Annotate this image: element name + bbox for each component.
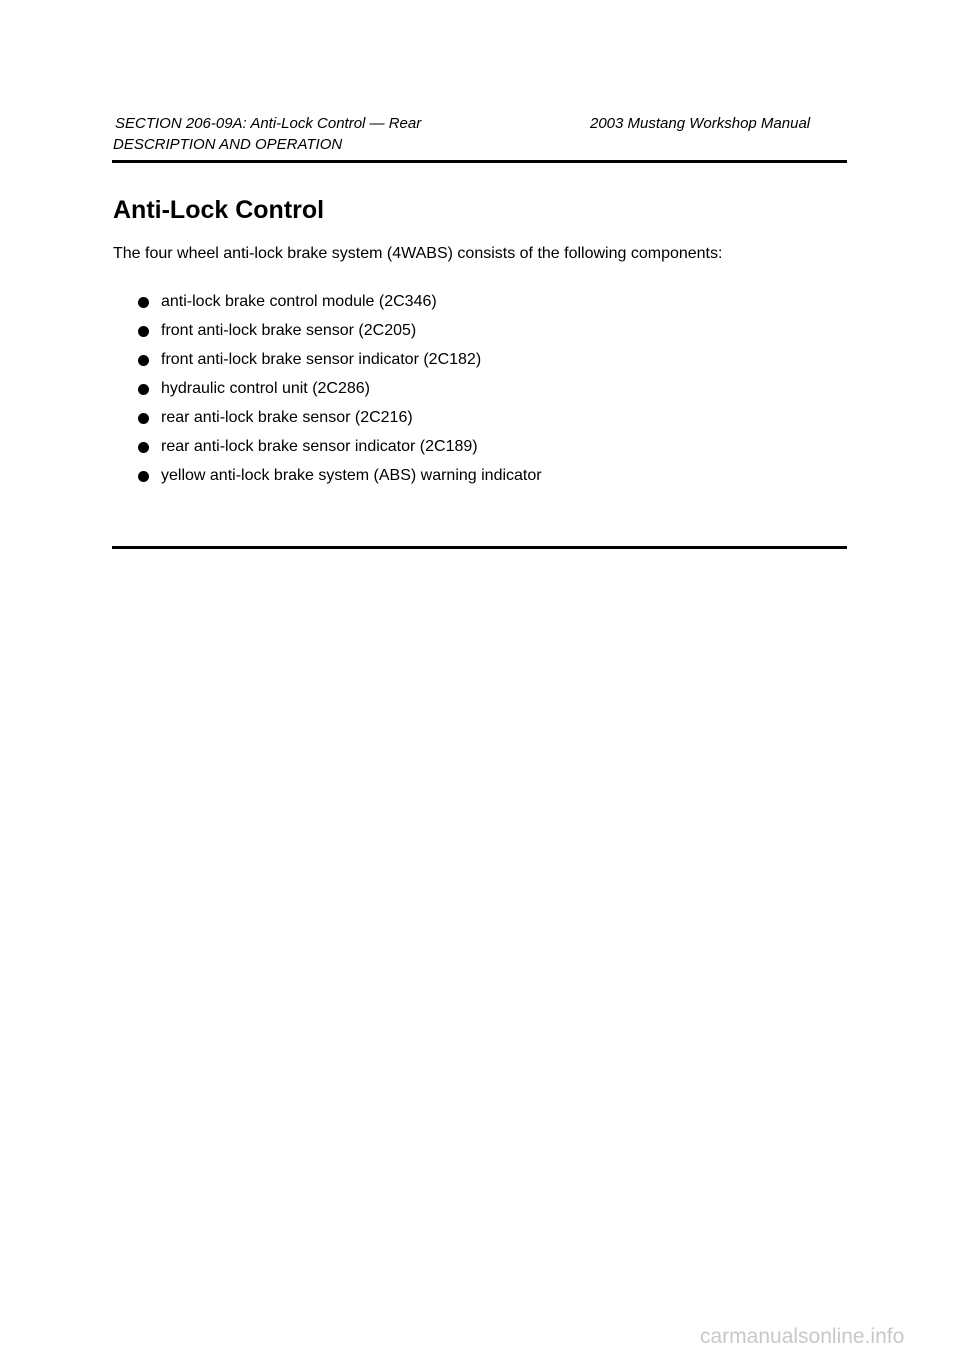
list-item-text: front anti-lock brake sensor (2C205) <box>161 322 417 339</box>
list-item <box>138 350 542 379</box>
bullet-icon <box>138 442 149 453</box>
list-item <box>138 408 542 437</box>
list-item <box>138 292 542 321</box>
bullet-icon <box>138 355 149 366</box>
subsection-label: DESCRIPTION AND OPERATION <box>113 136 343 153</box>
section-header: SECTION 206-09A: Anti-Lock Control — Rear <box>115 115 422 132</box>
list-item-text: anti-lock brake control module (2C346) <box>161 293 437 310</box>
list-item <box>138 321 542 350</box>
page-title: Anti-Lock Control <box>113 196 325 224</box>
bullet-icon <box>138 297 149 308</box>
intro-paragraph: The four wheel anti-lock brake system (4WABS) consists of the following components: <box>113 245 723 262</box>
header-divider <box>112 160 847 163</box>
list-item-text: hydraulic control unit (2C286) <box>161 380 370 397</box>
list-item-text: yellow anti-lock brake system (ABS) warning indicator <box>161 467 542 484</box>
bullet-icon <box>138 384 149 395</box>
list-item-text: front anti-lock brake sensor indicator (2C182) <box>161 351 482 368</box>
bullet-icon <box>138 471 149 482</box>
list-item <box>138 379 542 408</box>
list-item-text: rear anti-lock brake sensor (2C216) <box>161 409 413 426</box>
list-item <box>138 437 542 466</box>
bullet-icon <box>138 326 149 337</box>
list-item <box>138 466 542 495</box>
content-divider <box>112 546 847 549</box>
list-item-text: rear anti-lock brake sensor indicator (2C189) <box>161 438 478 455</box>
bullet-icon <box>138 413 149 424</box>
component-list <box>138 292 542 495</box>
manual-title: 2003 Mustang Workshop Manual <box>590 115 811 132</box>
watermark-text: carmanualsonline.info <box>700 1325 905 1348</box>
